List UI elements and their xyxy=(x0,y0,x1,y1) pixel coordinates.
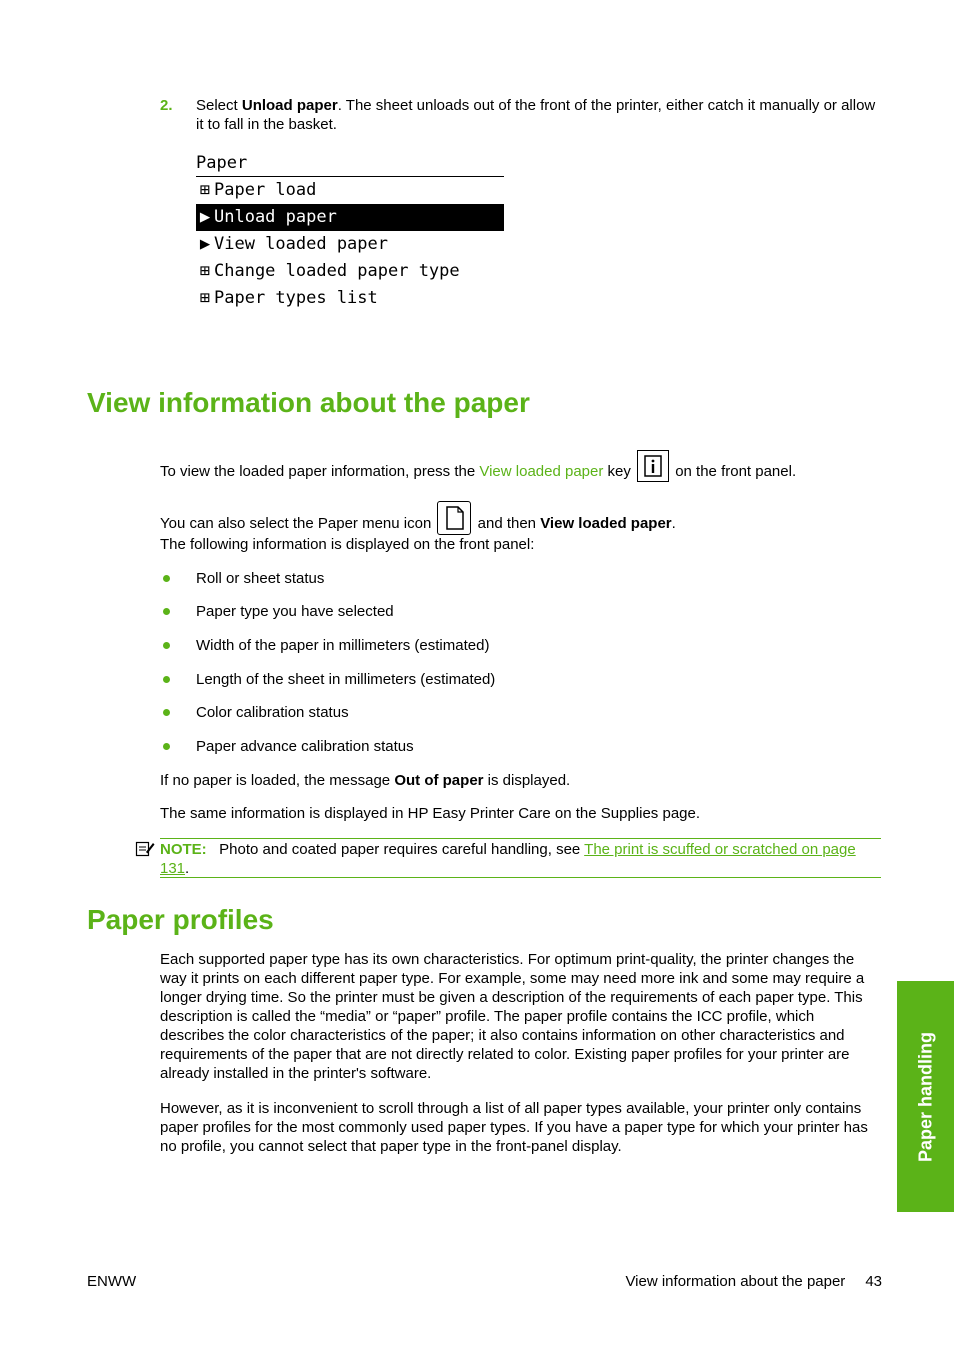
panel-row xyxy=(196,285,504,312)
scuffed-page-link[interactable]: The print is scuffed or scratched on page 131 xyxy=(160,841,856,877)
list-item: Color calibration status xyxy=(196,703,349,722)
bullet-icon xyxy=(163,642,170,649)
footer-right xyxy=(560,1272,882,1291)
step-text: Select Unload paper. The sheet unloads out of the front of the printer, either catch it manually or allow it to fall in the basket. xyxy=(196,97,876,133)
paragraph-paper-menu: You can also select the Paper menu icon and then View loaded paper. xyxy=(160,501,882,535)
expand-icon: ⊞ xyxy=(199,288,211,308)
info-key-icon xyxy=(637,450,669,482)
bullet-icon xyxy=(163,676,170,683)
panel-row xyxy=(196,231,504,258)
panel-row-label: View loaded paper xyxy=(214,234,388,254)
arrow-right-icon: ▶ xyxy=(199,207,211,227)
list-item: Paper type you have selected xyxy=(196,602,394,621)
panel-row xyxy=(196,258,504,285)
paragraph-out-of-paper: If no paper is loaded, the message Out of paper is displayed. xyxy=(160,772,571,789)
footer-section: View information about the paper xyxy=(625,1273,846,1290)
expand-icon: ⊞ xyxy=(199,261,211,281)
paragraph-profiles-1: Each supported paper type has its own characteristics. For optimum print-quality, the printer changes the way it prints on each different paper type. For example, some may need more ink and some may require a longer drying time. So the printer must be given a description of the requirements of each paper type. This description is called the “media” or “paper” profile. The paper profile contains the ICC profile, which describes the color characteristics of the paper; it also contains information on other characteristics and requirements of the paper that are not directly related to color. Existing paper profiles for your printer are already installed in the printer's software. xyxy=(160,951,865,1082)
paragraph-info-intro: The following information is displayed on the front panel: xyxy=(160,536,535,553)
step-bold: Unload paper xyxy=(241,97,338,114)
list-item: Roll or sheet status xyxy=(196,569,324,588)
panel-row-selected xyxy=(196,204,504,231)
paragraph-view-key: To view the loaded paper information, press the View loaded paper key on the front panel. xyxy=(160,450,882,482)
chapter-side-tab xyxy=(897,981,954,1212)
front-panel-screen xyxy=(196,152,504,312)
paragraph-easy-printer-care: The same information is displayed in HP Easy Printer Care on the Supplies page. xyxy=(160,805,701,822)
list-item: Width of the paper in millimeters (estimated) xyxy=(196,636,489,655)
panel-row xyxy=(196,177,504,204)
page-number: 43 xyxy=(865,1273,882,1290)
bullet-icon xyxy=(163,575,170,582)
expand-icon: ⊞ xyxy=(199,180,211,200)
paper-menu-icon xyxy=(437,501,471,535)
panel-row-label: Paper load xyxy=(214,180,317,200)
section-heading-view-info: View information about the paper xyxy=(87,387,530,418)
bullet-icon xyxy=(163,743,170,750)
note-label: NOTE: xyxy=(160,841,207,858)
paragraph-profiles-2: However, as it is inconvenient to scroll through a list of all paper types available, your printer only contains paper profiles for the most commonly used paper types. If you have a paper type for which your printer has no profile, you cannot select that paper type in the front-panel display. xyxy=(160,1100,868,1155)
bullet-icon xyxy=(163,709,170,716)
list-item: Paper advance calibration status xyxy=(196,737,414,756)
panel-title: Paper xyxy=(196,152,504,177)
panel-row-label: Change loaded paper type xyxy=(214,261,460,281)
arrow-right-icon: ▶ xyxy=(199,234,211,254)
view-loaded-paper-link[interactable]: View loaded paper xyxy=(479,463,604,480)
note-icon xyxy=(135,840,155,863)
footer-left: ENWW xyxy=(87,1273,137,1290)
list-item: Length of the sheet in millimeters (estimated) xyxy=(196,670,495,689)
note-box: NOTE: Photo and coated paper requires careful handling, see The print is scuffed or scratched on page 131. xyxy=(160,838,881,878)
section-heading-paper-profiles: Paper profiles xyxy=(87,904,274,935)
bullet-icon xyxy=(163,608,170,615)
panel-row-label: Unload paper xyxy=(214,207,337,227)
step-number: 2. xyxy=(160,97,173,114)
panel-row-label: Paper types list xyxy=(214,288,378,308)
chapter-tab-label: Paper handling xyxy=(915,1031,935,1162)
